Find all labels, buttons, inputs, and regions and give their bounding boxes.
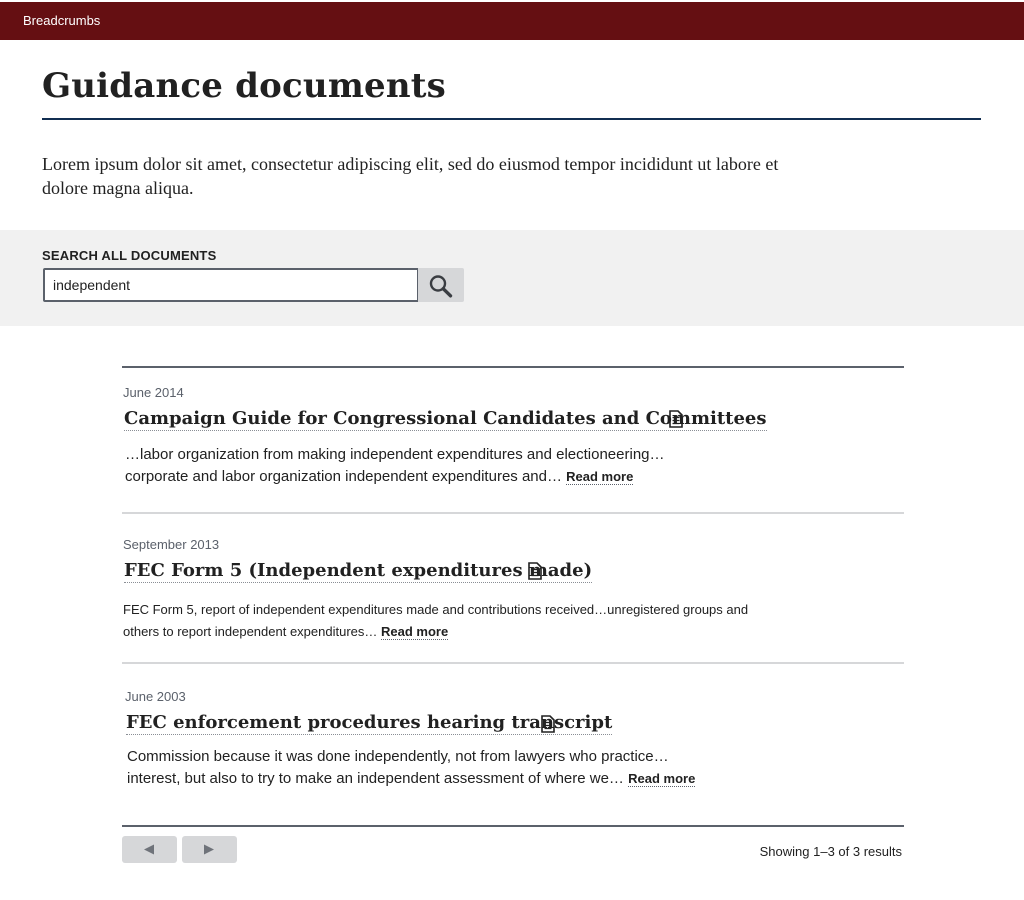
search-label: SEARCH ALL DOCUMENTS xyxy=(42,248,217,263)
read-more-link[interactable]: Read more xyxy=(381,624,449,639)
search-input[interactable] xyxy=(43,268,419,302)
result-title-link[interactable]: FEC enforcement procedures hearing transcript xyxy=(126,712,613,733)
document-icon xyxy=(668,410,684,428)
result-snippet-line: interest, but also to try to make an independent assessment of where we… xyxy=(127,770,624,787)
result-snippet-line: others to report independent expenditures… xyxy=(123,624,378,639)
next-page-button[interactable] xyxy=(182,836,237,863)
read-more-link[interactable]: Read more xyxy=(628,771,696,786)
triangle-left-icon xyxy=(143,844,155,855)
result-divider xyxy=(122,662,904,664)
top-banner xyxy=(0,2,1024,40)
read-more-link[interactable]: Read more xyxy=(566,469,634,484)
document-icon xyxy=(540,715,556,733)
result-date: June 2014 xyxy=(123,385,184,400)
search-icon xyxy=(428,274,454,298)
result-snippet xyxy=(127,746,695,790)
result-snippet xyxy=(125,444,665,488)
triangle-right-icon xyxy=(203,844,215,855)
result-date: June 2003 xyxy=(125,689,186,704)
page-title: Guidance documents xyxy=(42,66,447,106)
result-title-link[interactable]: FEC Form 5 (Independent expenditures made) xyxy=(124,560,593,581)
results-bottom-rule xyxy=(122,825,904,827)
results-top-rule xyxy=(122,366,904,368)
result-snippet-line: FEC Form 5, report of independent expenditures made and contributions received…unregistered groups and xyxy=(123,602,749,617)
result-snippet-line: …labor organization from making independent expenditures and electioneering… xyxy=(125,446,665,463)
title-divider xyxy=(42,118,981,120)
previous-page-button[interactable] xyxy=(122,836,177,863)
result-snippet-line: Commission because it was done independently, not from lawyers who practice… xyxy=(127,748,669,765)
result-title-link[interactable]: Campaign Guide for Congressional Candidates and Committees xyxy=(124,408,767,429)
results-count: Showing 1–3 of 3 results xyxy=(759,844,902,859)
result-snippet xyxy=(123,599,748,643)
result-date: September 2013 xyxy=(123,537,220,552)
search-button[interactable] xyxy=(418,268,464,302)
document-icon xyxy=(527,562,543,580)
breadcrumbs-link[interactable]: Breadcrumbs xyxy=(23,13,101,28)
result-divider xyxy=(122,512,904,514)
result-snippet-line: corporate and labor organization independent expenditures and… xyxy=(125,468,562,485)
page-intro: Lorem ipsum dolor sit amet, consectetur adipiscing elit, sed do eiusmod tempor incididunt ut labore et dolore magna aliqua. xyxy=(42,154,779,198)
